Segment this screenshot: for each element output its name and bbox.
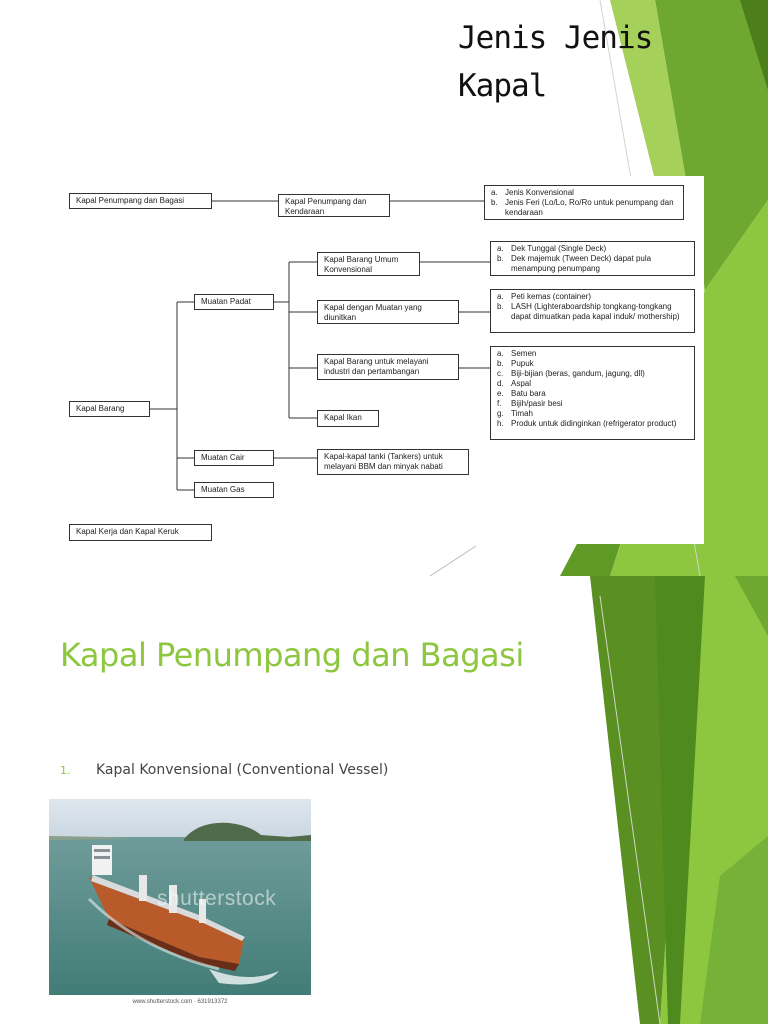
- list-item: [497, 399, 688, 409]
- box-unitized-types: [490, 289, 695, 333]
- list-item-key: e.: [497, 389, 504, 398]
- box-tankers: Kapal-kapal tanki (Tankers) untuk melayani BBM dan minyak nabati: [317, 449, 469, 475]
- watermark: shutterstock: [157, 887, 277, 910]
- ship-type-chart: [52, 176, 704, 544]
- box-fishing: Kapal Ikan: [317, 410, 379, 427]
- list-item-key: b.: [497, 254, 504, 263]
- list-item-text: Dek Tunggal (Single Deck): [511, 244, 607, 253]
- box-solid-cargo: Muatan Padat: [194, 294, 274, 310]
- list-item-text: Batu bara: [511, 389, 546, 398]
- list-item: [491, 188, 677, 198]
- list-item-key: b.: [491, 198, 498, 207]
- list-item-text: Timah: [511, 409, 533, 418]
- list-item-key: b.: [497, 302, 504, 311]
- list-item: [497, 254, 688, 274]
- ship-photo: [49, 799, 311, 1006]
- list-item-key: a.: [491, 188, 498, 197]
- list-item-text: Jenis Konvensional: [505, 188, 574, 197]
- list-item-key: a.: [497, 349, 504, 358]
- box-passenger-vehicle: Kapal Penumpang dan Kendaraan: [278, 194, 390, 217]
- list-item: [497, 359, 688, 369]
- list-item: [497, 419, 688, 429]
- list-item-key: a.: [497, 244, 504, 253]
- general-types-list: [497, 244, 688, 274]
- list-item: [497, 349, 688, 359]
- list-item: [491, 198, 677, 218]
- list-item-text: Dek majemuk (Tween Deck) dapat pula menampung penumpang: [511, 254, 652, 273]
- box-gas-cargo: Muatan Gas: [194, 482, 274, 498]
- list-item-text: Pupuk: [511, 359, 534, 368]
- box-industry-types: [490, 346, 695, 440]
- industry-types-list: [497, 349, 688, 429]
- box-passenger-types: [484, 185, 684, 220]
- list-item: [60, 762, 388, 778]
- list-item-text: Bijih/pasir besi: [511, 399, 563, 408]
- box-general-cargo: Kapal Barang Umum Konvensional: [317, 252, 420, 276]
- list-item-text: Peti kemas (container): [511, 292, 592, 301]
- slide-2: [0, 576, 768, 1024]
- box-general-types: [490, 241, 695, 276]
- passenger-types-list: [491, 188, 677, 218]
- box-unitized: Kapal dengan Muatan yang diunitkan: [317, 300, 459, 324]
- item-text: Kapal Konvensional (Conventional Vessel): [96, 762, 389, 778]
- list-item-key: g.: [497, 409, 504, 418]
- photo-credit: www.shutterstock.com · 631913372: [132, 999, 228, 1005]
- list-item-text: Aspal: [511, 379, 532, 388]
- list-item: [497, 292, 688, 302]
- slide-title: Kapal Penumpang dan Bagasi: [60, 636, 524, 674]
- list-item-key: h.: [497, 419, 504, 428]
- list-item-text: Biji-bijian (beras, gandum, jagung, dll): [511, 369, 645, 378]
- list-item-text: Produk untuk didinginkan (refrigerator product): [511, 419, 677, 428]
- list-item: [497, 369, 688, 379]
- list-item-text: Jenis Feri (Lo/Lo, Ro/Ro untuk penumpang dan kendaraan: [505, 198, 674, 217]
- list-item-key: d.: [497, 379, 504, 388]
- unitized-types-list: [497, 292, 688, 322]
- list-item: [497, 389, 688, 399]
- list-item-key: c.: [497, 369, 504, 378]
- item-number: 1.: [60, 764, 71, 777]
- box-work-dredge: Kapal Kerja dan Kapal Keruk: [69, 524, 212, 541]
- box-cargo: Kapal Barang: [69, 401, 150, 417]
- list-item-key: f.: [497, 399, 502, 408]
- list-item: [497, 379, 688, 389]
- box-passenger-baggage: Kapal Penumpang dan Bagasi: [69, 193, 212, 209]
- list-item: [497, 302, 688, 322]
- list-item-text: Semen: [511, 349, 537, 358]
- box-industry: Kapal Barang untuk melayani industri dan pertambangan: [317, 354, 459, 380]
- list-item: [497, 244, 688, 254]
- list-item: [497, 409, 688, 419]
- box-liquid-cargo: Muatan Cair: [194, 450, 274, 466]
- list-item-text: LASH (Lighteraboardship tongkang-tongkang dapat dimuatkan pada kapal induk/ mothership): [511, 302, 680, 321]
- slide-title: Jenis Jenis Kapal: [458, 20, 653, 104]
- list-item-key: a.: [497, 292, 504, 301]
- list-item-key: b.: [497, 359, 504, 368]
